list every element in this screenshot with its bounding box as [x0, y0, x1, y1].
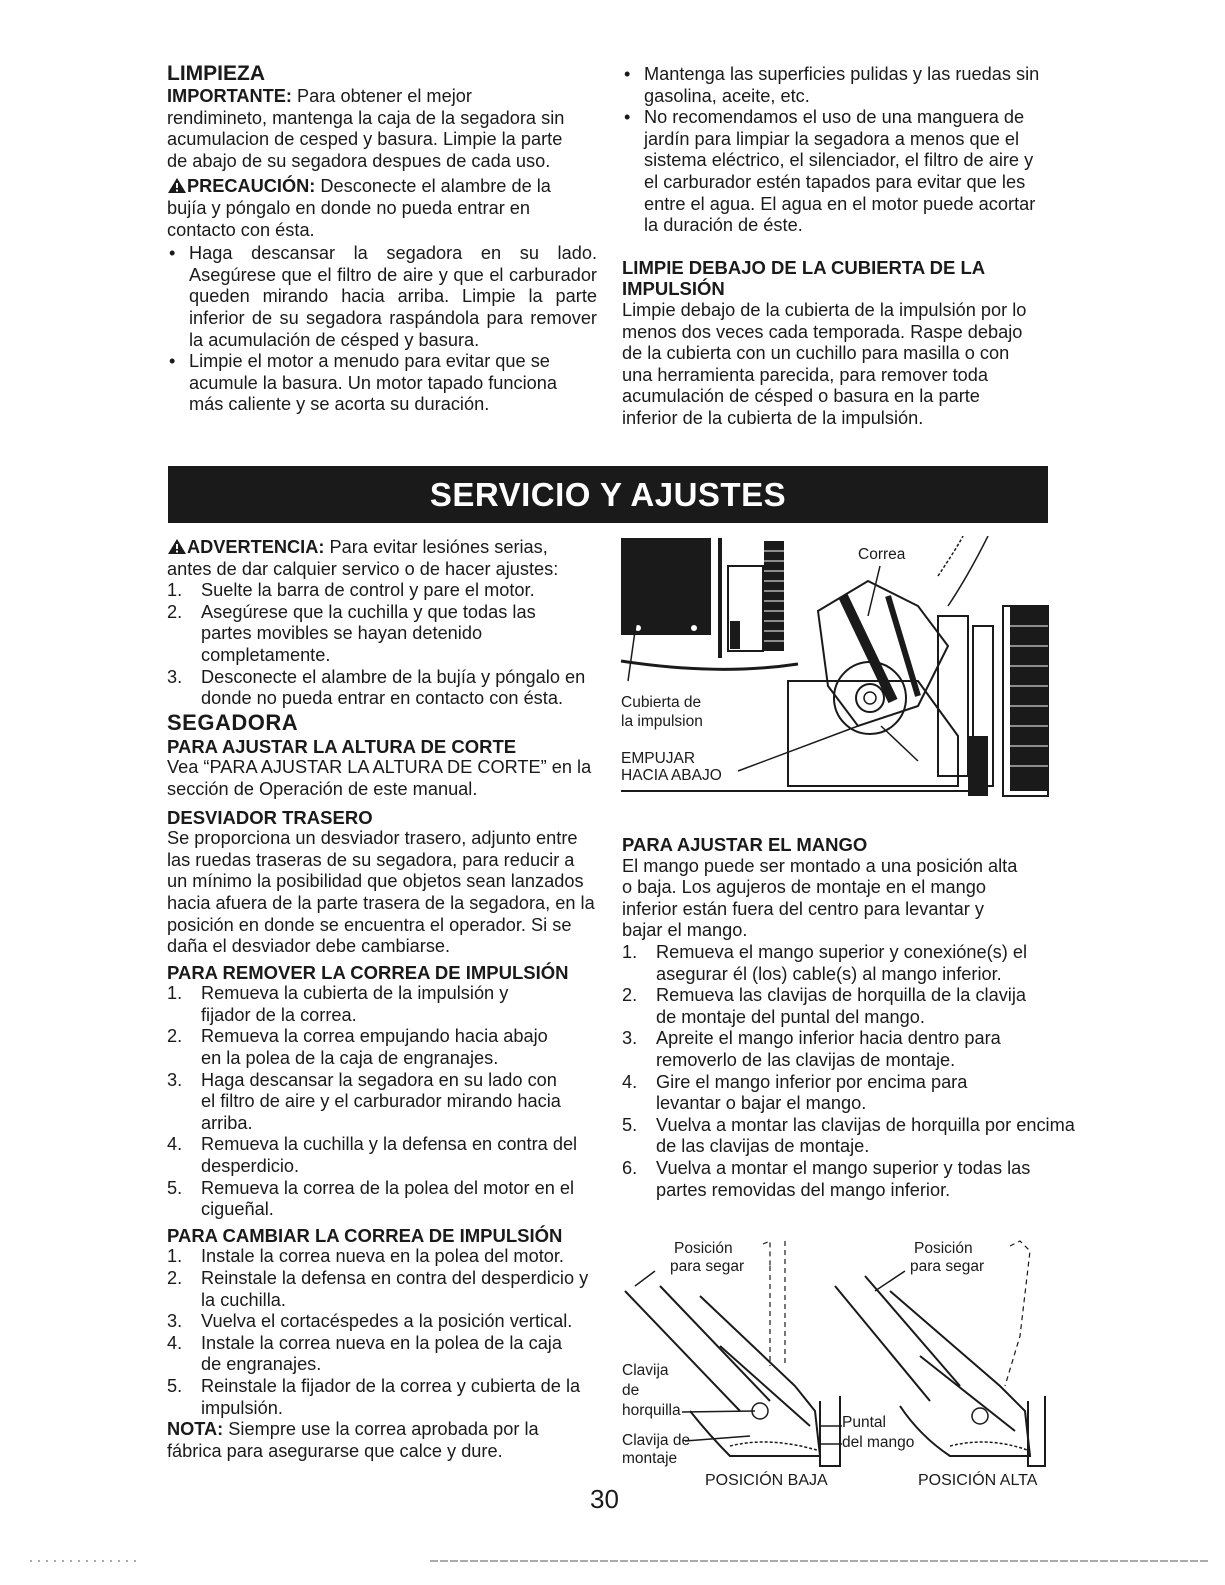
step-text: Reinstale la defensa en contra del desperdicio y la cuchilla. [201, 1268, 589, 1310]
label-clavija-horquilla-1: Clavija [622, 1362, 669, 1379]
list-item: 1. Instale la correa nueva en la polea del motor. [167, 1246, 564, 1267]
advertencia-label: ADVERTENCIA: [187, 537, 325, 557]
list-item: 2. Remueva la correa empujando hacia abajo en la polea de la caja de engranajes. [167, 1026, 548, 1069]
list-item: 5. Vuelva a montar las clavijas de horquilla por encima de las clavijas de montaje. [622, 1114, 1075, 1157]
label-posicion-segar-2: para segar [910, 1258, 985, 1275]
advertencia-paragraph [167, 537, 597, 580]
precaucion-label: PRECAUCIÓN: [187, 176, 316, 197]
warning-icon [167, 538, 187, 555]
list-item: • Limpie el motor a menudo para evitar que se acumule la basura. Un motor tapado funciona más caliente y se acorta su duración. [167, 351, 569, 416]
desviador-text: Se proporciona un desviador trasero, adjunto entre las ruedas traseras de su segadora, para reducir a un mínimo la posibilidad que objetos sean lanzados hacia afuera de la parte trasera de la segadora, en la posición en donde se encuentra el operador. Si se daña el desviador debe cambiarse. [167, 828, 595, 957]
step-text: Remueva la correa de la polea del motor en el cigueñal. [201, 1177, 575, 1220]
caption-posicion-alta: POSICIÓN ALTA [918, 1472, 1038, 1489]
step-text: Remueva el mango superior y conexióne(s) el asegurar él (los) cable(s) al mango inferior. [656, 941, 1028, 984]
label-empujar-2: HACIA ABAJO [621, 767, 722, 784]
list-item: 1. Remueva la cubierta de la impulsión y fijador de la correa. [167, 983, 509, 1025]
step-text: Haga descansar la segadora en su lado con el filtro de aire y el carburador mirando hacia arriba. [201, 1069, 561, 1133]
limpieza-section [167, 62, 597, 416]
list-item: 4. Gire el mango inferior por encima para levantar o bajar el mango. [622, 1071, 968, 1114]
label-clavija-horquilla-3: horquilla [622, 1402, 681, 1419]
mango-section [622, 834, 1075, 1201]
label-cubierta-1: Cubierta de [621, 694, 702, 711]
nota-text: Siempre use la correa aprobada por la fábrica para asegurarse que calce y dure. [167, 1419, 539, 1461]
step-text: Remueva las clavijas de horquilla de la clavija de montaje del puntal del mango. [656, 985, 1027, 1027]
segadora-title: SEGADORA [167, 709, 299, 735]
handle-position-figure [620, 1236, 1050, 1496]
list-item: 3. Vuelva el cortacéspedes a la posición vertical. [167, 1311, 573, 1332]
altura-text: Vea “PARA AJUSTAR LA ALTURA DE CORTE” en la sección de Operación de este manual. [167, 757, 592, 799]
list-item: 3. Haga descansar la segadora en su lado con el filtro de aire y el carburador mirando hacia arriba. [167, 1069, 561, 1133]
step-text: Desconecte el alambre de la bujía y póngalo en donde no pueda entrar en contacto con ésta. [201, 666, 586, 709]
handle-illustration [620, 1236, 1050, 1496]
step-text: Instale la correa nueva en la polea de la caja de engranajes. [201, 1332, 562, 1375]
step-text: Remueva la correa empujando hacia abajo en la polea de la caja de engranajes. [201, 1026, 548, 1069]
list-item: 2. Reinstale la defensa en contra del desperdicio y la cuchilla. [167, 1268, 589, 1310]
label-posicion-segar-1: Posición [674, 1240, 733, 1257]
bottom-scan-line [0, 1560, 1225, 1562]
nota-label: NOTA: [167, 1419, 224, 1440]
list-item: 1. Remueva el mango superior y conexióne(s) el asegurar él (los) cable(s) al mango inferior. [622, 941, 1028, 984]
list-item: 6. Vuelva a montar el mango superior y todas las partes removidas del mango inferior. [622, 1157, 1031, 1200]
step-text: Vuelva el cortacéspedes a la posición vertical. [201, 1311, 573, 1332]
list-item: 1. Suelte la barra de control y pare el motor. [167, 580, 535, 601]
step-text: Remueva la cubierta de la impulsión y fijador de la correa. [201, 983, 509, 1025]
step-text: Asegúrese que la cuchilla y que todas las partes movibles se hayan detenido completamente. [201, 601, 536, 665]
step-text: Reinstale la fijador de la correa y cubierta de la impulsión. [201, 1375, 581, 1418]
cambiar-title: PARA CAMBIAR LA CORREA DE IMPULSIÓN [167, 1224, 563, 1246]
mango-steps [622, 941, 1075, 1201]
limpieza-continued [622, 64, 1042, 430]
cambiar-steps [167, 1246, 597, 1419]
step-text: Instale la correa nueva en la polea del motor. [201, 1246, 564, 1267]
limpieza-bullets-continued [622, 64, 1042, 237]
list-item: 5. Reinstale la fijador de la correa y cubierta de la impulsión. [167, 1375, 581, 1418]
limpieza-title: LIMPIEZA [167, 62, 265, 85]
limpie-debajo-text: Limpie debajo de la cubierta de la impulsión por lo menos dos veces cada temporada. Raspe debajo de la cubierta con un cuchillo para masilla o con una herramienta parecida, para remover toda acumulación de césped o basura en la parte inferior de la cubierta de la impulsión. [622, 299, 1027, 428]
precaucion-text: Desconecte el alambre de la bujía y póngalo en donde no pueda entrar en contacto con ésta. [167, 176, 551, 240]
precaucion-paragraph [167, 176, 592, 241]
nota-paragraph [167, 1419, 577, 1462]
altura-title: PARA AJUSTAR LA ALTURA DE CORTE [167, 735, 517, 757]
list-item: 2. Remueva las clavijas de horquilla de la clavija de montaje del puntal del mango. [622, 985, 1027, 1027]
remover-steps [167, 983, 597, 1221]
mango-text: El mango puede ser montado a una posición alta o baja. Los agujeros de montaje en el mango inferior están fuera del centro para levantar y bajar el mango. [622, 855, 1018, 941]
list-item: • Mantenga las superficies pulidas y las ruedas sin gasolina, aceite, etc. [622, 64, 1042, 107]
list-item: 4. Remueva la cuchilla y la defensa en contra del desperdicio. [167, 1134, 578, 1177]
servicio-left-column [167, 537, 597, 1462]
section-banner: SERVICIO Y AJUSTES [168, 466, 1048, 523]
list-item: 5. Remueva la correa de la polea del motor en el cigueñal. [167, 1177, 575, 1220]
importante-paragraph [167, 86, 567, 172]
warning-icon [167, 177, 187, 194]
label-empujar-1: EMPUJAR [621, 750, 696, 767]
drive-belt-figure [618, 536, 1050, 804]
mango-title: PARA AJUSTAR EL MANGO [622, 834, 868, 855]
label-clavija-montaje-2: montaje [622, 1450, 678, 1467]
label-puntal-2: del mango [842, 1434, 915, 1451]
label-cubierta-2: la impulsion [621, 713, 703, 730]
label-posicion-segar-2: para segar [670, 1258, 745, 1275]
step-text: Vuelva a montar las clavijas de horquilla por encima de las clavijas de montaje. [656, 1114, 1075, 1157]
label-posicion-segar-1: Posición [914, 1240, 973, 1257]
list-item: 4. Instale la correa nueva en la polea de la caja de engranajes. [167, 1332, 562, 1375]
list-item: • No recomendamos el uso de una manguera de jardín para limpiar la segadora a menos que el sistema eléctrico, el silenciador, el filtro de aire y el carburador estén tapados para evitar que les entre el agua. El agua en el motor puede acortar la duración de éste. [622, 107, 1042, 237]
label-clavija-montaje-1: Clavija de [622, 1432, 691, 1449]
advertencia-text: Para evitar lesiónes serias, antes de dar calquier servico o de hacer ajustes: [167, 537, 559, 579]
step-text: Apreite el mango inferior hacia dentro para removerlo de las clavijas de montaje. [656, 1028, 1001, 1070]
label-puntal-1: Puntal [842, 1414, 886, 1431]
label-clavija-horquilla-2: de [622, 1382, 640, 1399]
step-text: Remueva la cuchilla y la defensa en contra del desperdicio. [201, 1134, 578, 1177]
caption-posicion-baja: POSICIÓN BAJA [705, 1472, 828, 1489]
advertencia-steps [167, 580, 597, 710]
list-item: 3. Desconecte el alambre de la bujía y póngalo en donde no pueda entrar en contacto con ésta. [167, 666, 586, 709]
limpie-debajo-title: LIMPIE DEBAJO DE LA CUBIERTA DE LA IMPULSIÓN [622, 256, 985, 300]
step-text: Suelte la barra de control y pare el motor. [201, 580, 535, 601]
step-text: Vuelva a montar el mango superior y todas las partes removidas del mango inferior. [656, 1157, 1031, 1200]
importante-label: IMPORTANTE: [167, 86, 292, 106]
limpieza-bullets [167, 243, 597, 416]
label-correa: Correa [858, 546, 906, 563]
list-item: 2. Asegúrese que la cuchilla y que todas las partes movibles se hayan detenido completamente. [167, 601, 536, 665]
step-text: Gire el mango inferior por encima para levantar o bajar el mango. [656, 1071, 968, 1114]
remover-title: PARA REMOVER LA CORREA DE IMPULSIÓN [167, 961, 569, 983]
list-item: • Haga descansar la segadora en su lado. Asegúrese que el filtro de aire y que el carburador queden mirando hacia arriba. Limpie la parte inferior de su segadora raspándola para remover la acumulación de césped y basura. [167, 243, 597, 351]
desviador-title: DESVIADOR TRASERO [167, 806, 373, 828]
importante-text: Para obtener el mejor rendimineto, mantenga la caja de la segadora sin acumulacion de cesped y basura. Limpie la parte de abajo de su segadora despues de cada uso. [167, 86, 565, 171]
list-item: 3. Apreite el mango inferior hacia dentro para removerlo de las clavijas de montaje. [622, 1028, 1001, 1070]
page-number: 30 [590, 1484, 619, 1514]
